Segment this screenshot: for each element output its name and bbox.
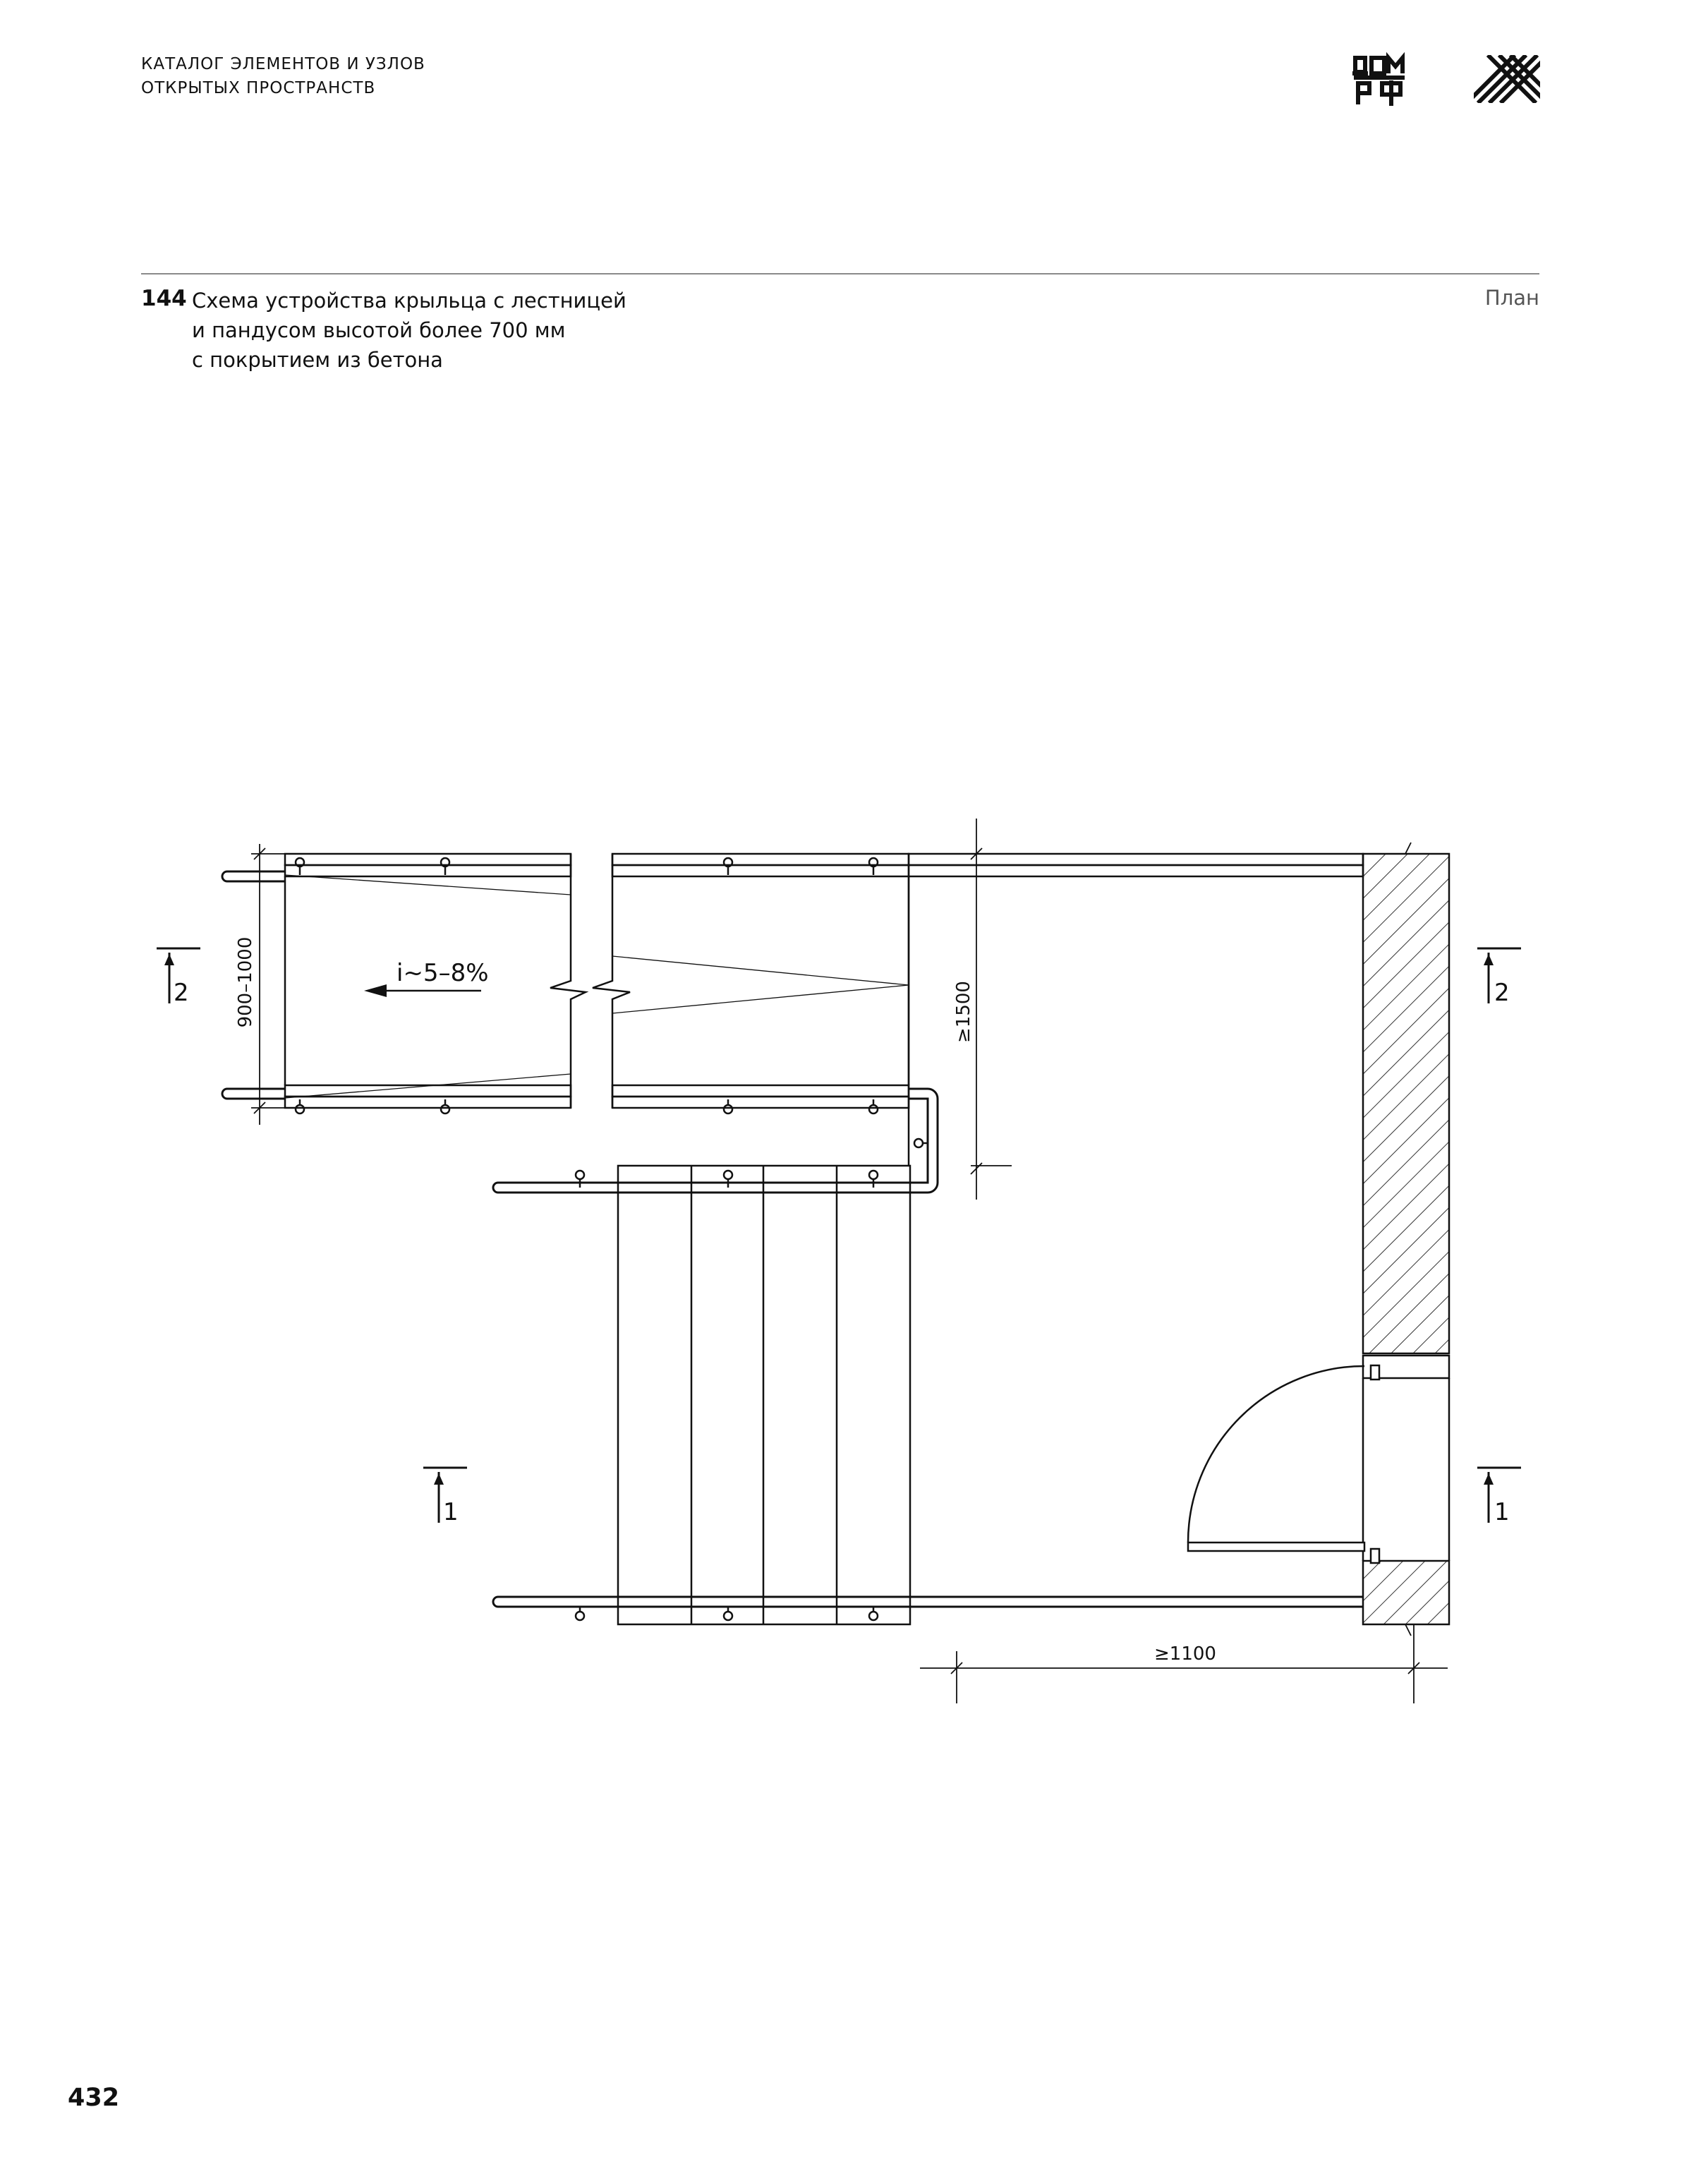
post-marker [869, 1099, 878, 1113]
section-marks [157, 948, 1521, 1523]
figure-number: 144 [141, 286, 187, 311]
post-marker [296, 1099, 304, 1113]
view-label: План [1484, 286, 1539, 310]
post-marker [869, 1171, 878, 1188]
dim-door-clearance: ≥1100 [1154, 1643, 1216, 1665]
post-marker [724, 1607, 732, 1620]
section-1-left-label: 1 [443, 1498, 459, 1526]
section-2-left-label: 2 [174, 979, 189, 1007]
section-2-right-label: 2 [1494, 979, 1510, 1007]
staircase [618, 1166, 910, 1624]
figure-title-line2: и пандусом высотой более 700 мм [192, 318, 566, 342]
post-marker [914, 1139, 928, 1147]
post-marker [724, 1099, 732, 1113]
post-marker [441, 858, 449, 875]
building-wall [1363, 854, 1449, 1624]
figure-title-line1: Схема устройства крыльца с лестницей [192, 289, 626, 313]
entrance-door [1188, 1366, 1364, 1551]
catalog-header-line1: КАТАЛОГ ЭЛЕМЕНТОВ И УЗЛОВ [141, 55, 425, 73]
section-1-right-label: 1 [1494, 1498, 1510, 1526]
catalog-header-line2: ОТКРЫТЫХ ПРОСТРАНСТВ [141, 79, 376, 97]
post-marker [724, 1171, 732, 1188]
handrails [222, 871, 1363, 1607]
post-marker [296, 858, 304, 875]
figure-title-line3: с покрытием из бетона [192, 348, 443, 372]
page-number: 432 [68, 2084, 120, 2112]
post-marker [441, 1099, 449, 1113]
dim-ramp-width: 900–1000 [235, 936, 256, 1028]
post-marker [576, 1171, 584, 1188]
slope-label: i~5–8% [396, 959, 489, 987]
dim-ramp-width-line [251, 844, 296, 1125]
dim-landing-depth: ≥1500 [953, 981, 974, 1043]
post-marker [724, 858, 732, 875]
post-marker [869, 858, 878, 875]
post-marker [869, 1607, 878, 1620]
post-marker [576, 1607, 584, 1620]
